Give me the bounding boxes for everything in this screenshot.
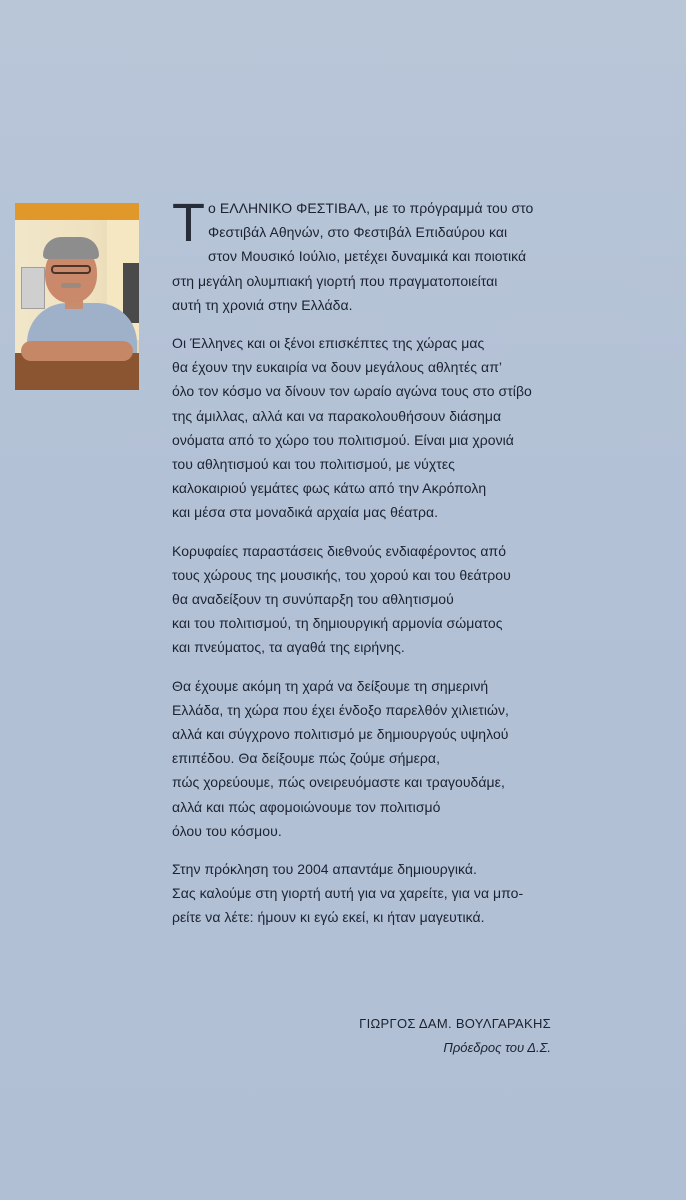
text-line: θα αναδείξουν τη συνύπαρξη του αθλητισμού — [172, 591, 454, 608]
text-line: στη μεγάλη ολυμπιακή γιορτή που πραγματοποιείται — [172, 272, 498, 289]
text-line: της άμιλλας, αλλά και να παρακολουθήσουν διάσημα — [172, 407, 502, 424]
text-line: ο ΕΛΛΗΝΙΚΟ ΦΕΣΤΙΒΑΛ, με το πρόγραμμά του στο — [208, 200, 534, 216]
body-paragraph — [172, 539, 562, 660]
portrait-photo — [15, 203, 139, 390]
body-paragraph — [172, 674, 562, 843]
text-line: πώς χορεύουμε, πώς ονειρευόμαστε και τραγουδάμε, — [172, 774, 505, 791]
drop-cap: Τ — [172, 193, 206, 253]
text-line: Σας καλούμε στη γιορτή αυτή για να χαρείτε, για να μπο- — [172, 885, 524, 902]
text-line: καλοκαιριού γεμάτες φως κάτω από την Ακρόπολη — [172, 480, 487, 497]
text-line: Στην πρόκληση του 2004 απαντάμε δημιουργικά. — [172, 861, 477, 878]
text-line: και μέσα στα μοναδικά αρχαία μας θέατρα. — [172, 504, 439, 521]
text-line: του αθλητισμού και του πολιτισμού, με νύχτες — [172, 456, 455, 473]
text-line: Ελλάδα, τη χώρα που έχει ένδοξο παρελθόν χιλιετιών, — [172, 701, 509, 718]
body-paragraph — [172, 331, 562, 525]
text-line: ονόματα από το χώρο του πολιτισμού. Είναι μια χρονιά — [172, 431, 514, 448]
text-line: αλλά και σύγχρονο πολιτισμό με δημιουργούς υψηλού — [172, 726, 509, 743]
text-line: Θα έχουμε ακόμη τη χαρά να δείξουμε τη σημερινή — [172, 677, 489, 694]
text-line: Οι Έλληνες και οι ξένοι επισκέπτες της χώρας μας — [172, 335, 485, 352]
text-line: και πνεύματος, τα αγαθά της ειρήνης. — [172, 639, 405, 656]
text-line: στον Μουσικό Ιούλιο, μετέχει δυναμικά και ποιοτικά — [208, 248, 527, 265]
text-line: τους χώρους της μουσικής, του χορού και του θεάτρου — [172, 566, 511, 583]
signature-name: ΓΙΩΡΓΟΣ ΔΑΜ. ΒΟΥΛΓΑΡΑΚΗΣ — [359, 1016, 551, 1031]
text-line: όλου του κόσμου. — [172, 822, 282, 839]
text-line: ρείτε να λέτε: ήμουν κι εγώ εκεί, κι ήταν μαγευτικά. — [172, 909, 485, 926]
monitor-shape — [21, 267, 45, 309]
text-line: και του πολιτισμού, τη δημιουργική αρμονία σώματος — [172, 615, 503, 632]
text-line: επιπέδου. Θα δείξουμε πώς ζούμε σήμερα, — [172, 750, 441, 767]
closing-paragraph — [172, 857, 562, 930]
photo-orange-band — [15, 203, 139, 220]
letter-body — [172, 193, 562, 944]
text-line: θα έχουν την ευκαιρία να δουν μεγάλους αθλητές απ’ — [172, 359, 503, 376]
text-line: αυτή τη χρονιά στην Ελλάδα. — [172, 296, 353, 313]
text-line: Κορυφαίες παραστάσεις διεθνούς ενδιαφέροντος από — [172, 542, 507, 559]
intro-paragraph — [172, 193, 562, 317]
text-line: αλλά και πώς αφομοιώνουμε τον πολιτισμό — [172, 798, 441, 815]
text-line: Φεστιβάλ Αθηνών, στο Φεστιβάλ Επιδαύρου και — [208, 224, 508, 241]
glasses-shape — [51, 265, 91, 274]
text-line: όλο τον κόσμο να δίνουν τον ωραίο αγώνα τους στο στίβο — [172, 383, 532, 400]
signature-role: Πρόεδρος του Δ.Σ. — [443, 1040, 551, 1055]
